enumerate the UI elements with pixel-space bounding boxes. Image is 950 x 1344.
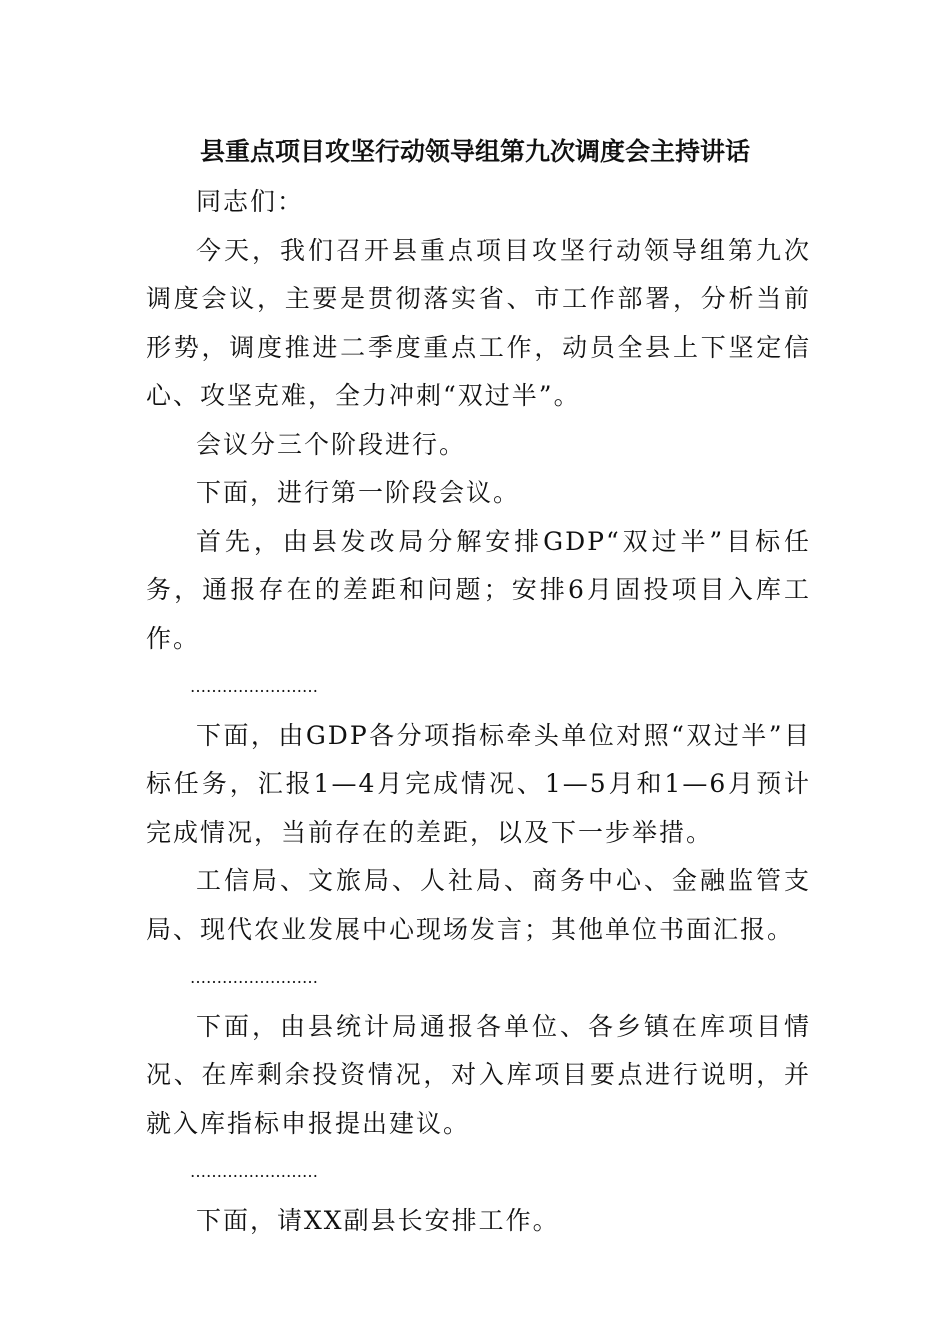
ellipsis-separator-3: …………………… [190,1162,318,1181]
paragraph-first-stage: 下面，进行第一阶段会议。 [196,478,521,507]
paragraph-opening: 今天，我们召开县重点项目攻坚行动领导组第九次调度会议，主要是贯彻落实省、市工作部署，分析当前形势，调度推进二季度重点工作，动员全县上下坚定信心、攻坚克难，全力冲刺“双过半”。 [146,235,811,410]
ellipsis-separator-2: …………………… [190,968,318,987]
paragraph-stages: 会议分三个阶段进行。 [196,429,467,459]
greeting: 同志们： [196,187,305,216]
paragraph-statistics-bureau: 下面，由县统计局通报各单位、各乡镇在库项目情况、在库剩余投资情况，对入库项目要点进行说明，并就入库指标申报提出建议。 [146,1011,811,1138]
document-body [146,178,811,1245]
paragraph-deputy-county-head: 下面，请XX副县长安排工作。 [196,1205,560,1235]
ellipsis-separator-1: …………………… [190,677,318,696]
paragraph-gdp-units: 下面，由GDP各分项指标牵头单位对照“双过半”目标任务，汇报1—4月完成情况、1—5月和1—6月预计完成情况，当前存在的差距，以及下一步举措。 [146,720,811,847]
document-title: 县重点项目攻坚行动领导组第九次调度会主持讲话 [199,137,750,166]
paragraph-speakers: 工信局、文旅局、人社局、商务中心、金融监管支局、现代农业发展中心现场发言；其他单位书面汇报。 [146,866,811,944]
paragraph-development-bureau: 首先，由县发改局分解安排GDP“双过半”目标任务，通报存在的差距和问题；安排6月固投项目入库工作。 [146,526,811,653]
